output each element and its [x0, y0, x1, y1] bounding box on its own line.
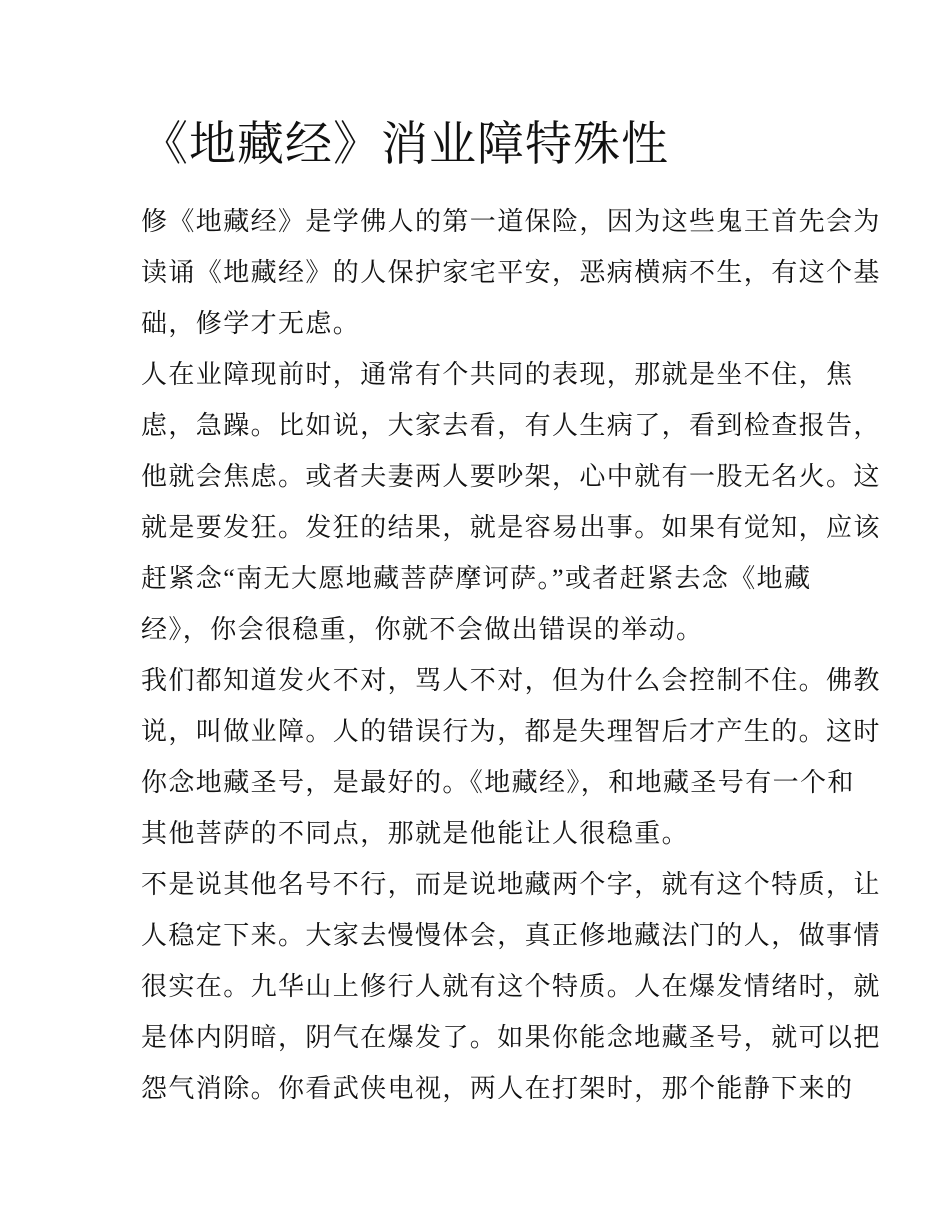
- text-line: 人在业障现前时，通常有个共同的表现，那就是坐不住，焦: [141, 360, 854, 389]
- text-line: 他就会焦虑。或者夫妻两人要吵架，心中就有一股无名火。这: [141, 462, 881, 491]
- text-line: 读诵《地藏经》的人保护家宅平安，恶病横病不生，有这个基: [141, 258, 881, 287]
- text-line: 础，修学才无虑。: [141, 309, 361, 338]
- text-line: 赶紧念“南无大愿地藏菩萨摩诃萨。”或者赶紧去念《地藏: [141, 564, 812, 593]
- text-line: 很实在。九华山上修行人就有这个特质。人在爆发情绪时，就: [141, 972, 881, 1001]
- text-line: 说，叫做业障。人的错误行为，都是失理智后才产生的。这时: [141, 717, 881, 746]
- text-line: 修《地藏经》是学佛人的第一道保险，因为这些鬼王首先会为: [141, 207, 881, 236]
- paragraph-1: [141, 196, 881, 349]
- text-line: 是体内阴暗，阴气在爆发了。如果你能念地藏圣号，就可以把: [141, 1023, 881, 1052]
- text-line: 怨气消除。你看武侠电视，两人在打架时，那个能静下来的: [141, 1074, 854, 1103]
- paragraph-2: [141, 349, 881, 655]
- document-body: [141, 196, 881, 1114]
- text-line: 经》，你会很稳重，你就不会做出错误的举动。: [141, 615, 704, 644]
- text-line: 其他菩萨的不同点，那就是他能让人很稳重。: [141, 819, 690, 848]
- text-line: 人稳定下来。大家去慢慢体会，真正修地藏法门的人，做事情: [141, 921, 881, 950]
- text-line: 不是说其他名号不行，而是说地藏两个字，就有这个特质，让: [141, 870, 881, 899]
- paragraph-4: [141, 859, 881, 1114]
- text-line: 虑，急躁。比如说，大家去看，有人生病了，看到检查报告，: [141, 411, 881, 440]
- paragraph-3: [141, 655, 881, 859]
- text-line: 你念地藏圣号，是最好的。《地藏经》，和地藏圣号有一个和: [141, 768, 855, 797]
- text-line: 我们都知道发火不对，骂人不对，但为什么会控制不住。佛教: [141, 666, 881, 695]
- document-title: 《地藏经》消业障特殊性: [141, 119, 669, 171]
- text-line: 就是要发狂。发狂的结果，就是容易出事。如果有觉知，应该: [141, 513, 881, 542]
